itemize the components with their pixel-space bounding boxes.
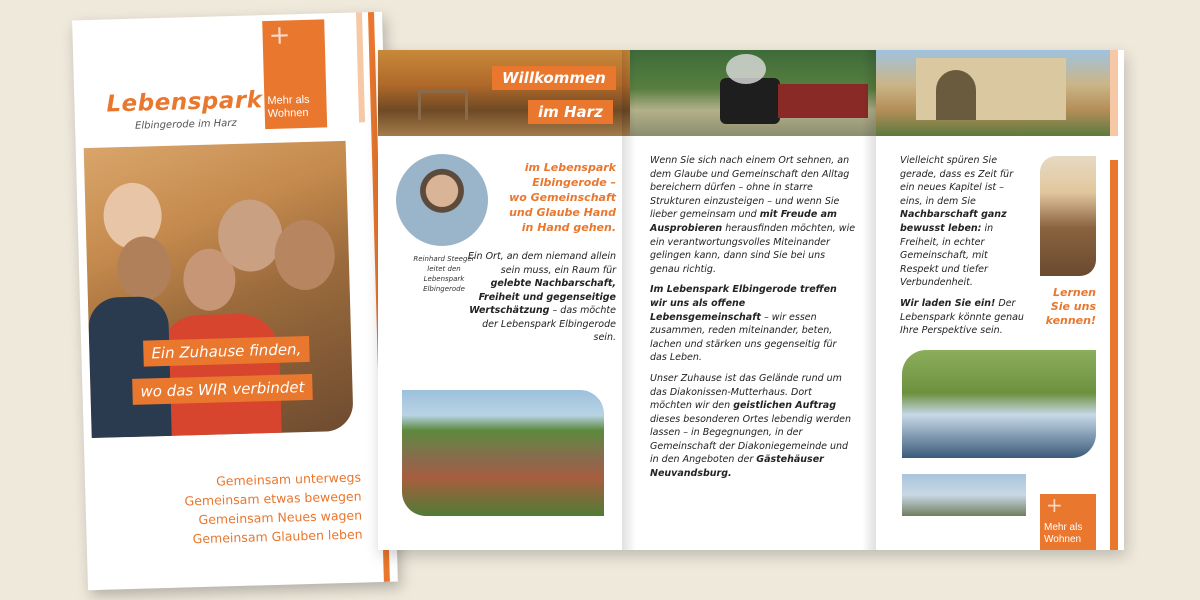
banner-im-harz: im Harz [528, 100, 613, 124]
brocken-tower-photo [902, 474, 1026, 516]
bridge [418, 90, 468, 120]
portrait-photo [396, 154, 488, 246]
tab-label-line1: Mehr als [1044, 522, 1083, 533]
train-engine [720, 78, 780, 124]
fold-shadow [622, 50, 636, 550]
slogan-line2: wo das WIR verbindet [132, 374, 313, 405]
tagline-item: Gemeinsam etwas bewegen [184, 488, 362, 509]
heading-line: in Hand gehen. [521, 221, 616, 234]
panel1-body [466, 250, 616, 345]
body-text: Wenn Sie sich nach einem Ort sehnen, an dem Glaube und Gemeinschaft den Alltag bereichern dürfen – ohne in starre Strukturen einzusteigen – und wenn Sie lieber gemeinsam und [650, 155, 850, 221]
body-bold: gelebte Nachbarschaft, Freiheit und gegenseitige Wertschätzung [469, 278, 616, 316]
body-bold: Im Lebenspark Elbingerode treffen wir uns als offene Lebensgemeinschaft [650, 284, 837, 323]
fold-shadow [862, 50, 876, 550]
light-orange-edge-stripe [356, 12, 365, 122]
tagline-item: Gemeinsam unterwegs [215, 469, 362, 489]
caption-line: leitet den [427, 265, 461, 273]
lernen-line: Sie uns [1050, 300, 1096, 313]
caption-line: Reinhard Steeger [413, 255, 475, 263]
panel1-heading [486, 160, 616, 235]
person-photo [274, 219, 336, 291]
tagline-list [184, 468, 363, 549]
train-cars [778, 84, 868, 118]
caption-line: Lebenspark [423, 275, 465, 283]
paragraph [650, 154, 856, 276]
body-text: Ein Ort, an dem niemand allein sein muss, ein Raum für [467, 251, 616, 276]
body-text: in Freiheit, in echter Gemeinschaft, mit Respekt und tiefer Verbundenheit. [900, 222, 994, 289]
paragraph [900, 297, 1028, 338]
plus-icon: + [268, 20, 291, 51]
lernen-line: Lernen [1052, 286, 1096, 299]
person-photo [217, 199, 283, 273]
paragraph [650, 283, 856, 365]
steam-train-photo [630, 50, 876, 136]
brand-logo: Lebenspark [106, 87, 263, 118]
tab-label [267, 93, 326, 121]
tagline-item: Gemeinsam Glauben leben [192, 526, 363, 547]
body-text: dieses besonderen Ortes lebendig werden lassen – in Begegnungen, in der Gemeinschaft der Diakoniegemeinde und in den Angeboten der [650, 413, 852, 466]
building-door [936, 70, 976, 120]
person-photo [116, 236, 172, 301]
heading-line: wo Gemeinschaft [509, 191, 616, 204]
body-bold: Wir laden Sie ein! [900, 297, 996, 309]
body-text: herausfinden möchten, wie ein verantwortungsvolles Miteinander gelingen kann, dann sind Sie bei uns genau richtig. [650, 222, 856, 275]
heading-line: im Lebenspark [524, 161, 616, 174]
body-text: Vielleicht spüren Sie gerade, dass es Zeit für ein neues Kapitel ist – eins, in dem Sie [900, 155, 1014, 207]
body-bold: geistlichen Auftrag [733, 400, 836, 412]
elbingerode-aerial-photo [402, 390, 604, 516]
body-text: Der Lebenspark könnte genau Ihre Perspektive sein. [900, 297, 1024, 337]
panel3-text [900, 154, 1028, 345]
front-cover [72, 12, 398, 590]
brand-subtitle: Elbingerode im Harz [134, 117, 237, 132]
body-bold: Gästehäuser Neuvandsburg. [650, 454, 824, 480]
mutterhaus-building-photo [876, 50, 1110, 136]
tab-label-line2: Wohnen [1044, 534, 1082, 545]
light-orange-side-bar [1110, 50, 1118, 136]
mehr-als-wohnen-tab [262, 19, 327, 129]
orange-side-bar [1110, 160, 1118, 550]
panel2-text [650, 154, 856, 488]
lernen-line: kennen! [1045, 314, 1096, 327]
mehr-als-wohnen-back-tab [1040, 494, 1096, 550]
plus-icon: + [1046, 493, 1063, 517]
lernen-sie-uns-kennen [1018, 286, 1096, 328]
tab-label-line1: Mehr als [267, 93, 310, 108]
inside-spread [378, 50, 1124, 550]
body-bold: Nachbarschaft ganz bewusst leben: [900, 209, 1007, 234]
body-bold: mit Freude am Ausprobieren [650, 209, 837, 234]
tab-label-line2: Wohnen [267, 106, 309, 121]
woman-portrait-photo [1040, 156, 1096, 276]
tagline-item: Gemeinsam Neues wagen [198, 507, 363, 528]
body-text: – wir essen zusammen, reden miteinander, beten, lachen und stärken uns gegenseitig für das Leben. [650, 311, 837, 364]
banner-willkommen: Willkommen [492, 66, 616, 90]
person-shirt [88, 296, 172, 438]
steam [726, 54, 766, 84]
caption-line: Elbingerode [423, 285, 465, 293]
paragraph [900, 154, 1028, 290]
body-text: – das möchte der Lebenspark Elbingerode sein. [482, 305, 616, 343]
tab-label [1044, 522, 1082, 546]
slogan-line1: Ein Zuhause finden, [143, 336, 310, 367]
heading-line: und Glaube Hand [509, 206, 616, 219]
heading-line: Elbingerode – [532, 176, 616, 189]
seniors-table-photo [902, 350, 1096, 458]
paragraph [650, 372, 856, 481]
body-text: Unser Zuhause ist das Gelände rund um das Diakonissen-Mutterhaus. Dort möchten wir den [650, 372, 842, 412]
